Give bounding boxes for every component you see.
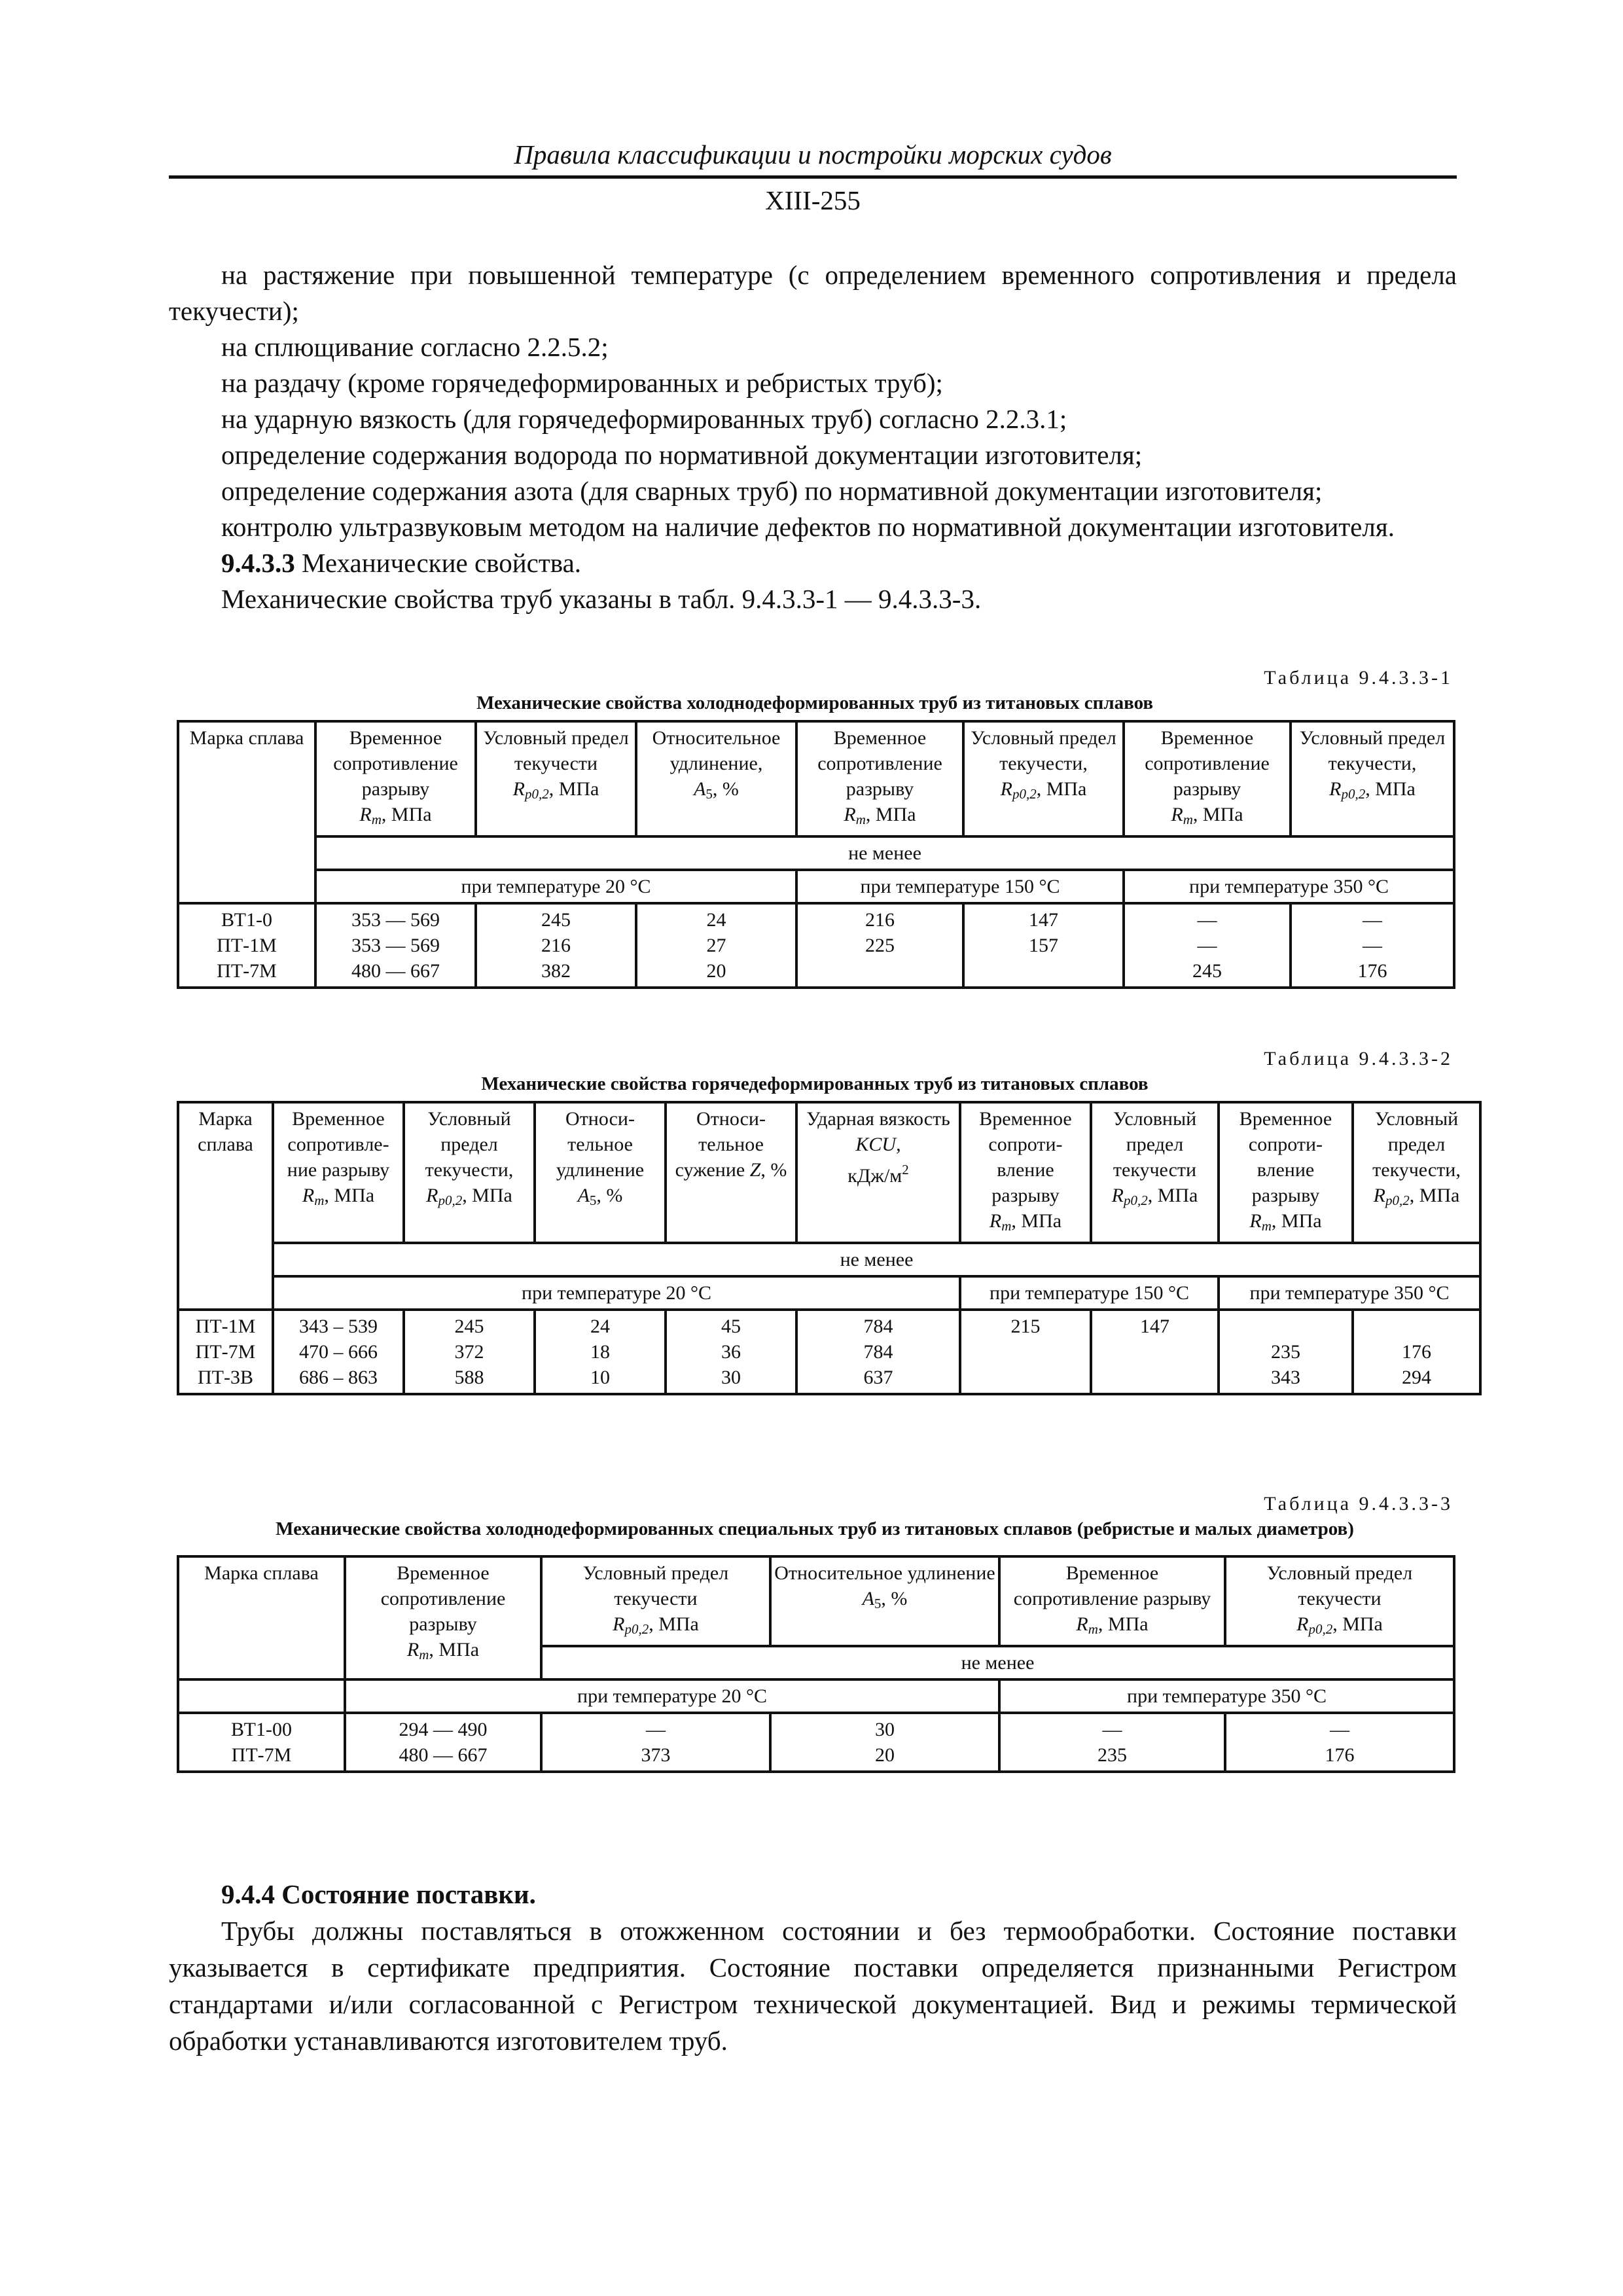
data-cell: 784 784 637 <box>796 1310 960 1394</box>
data-cell: — — 176 <box>1291 903 1454 988</box>
section-heading <box>169 545 1457 581</box>
header-cell: Относи-тельное удлинение $A_5$, % <box>535 1102 666 1243</box>
table-3-block <box>177 1492 1453 1773</box>
table-2-block <box>177 1047 1461 1395</box>
data-cell: 215 <box>960 1310 1091 1394</box>
table-data-row <box>178 1310 1480 1394</box>
header-cell: Условный предел текучести, $R_{p0,2}$, МПа <box>404 1102 535 1243</box>
data-cell: 294 — 490 480 — 667 <box>345 1713 541 1772</box>
header-cell: Марка сплава <box>178 721 315 903</box>
running-title: Правила классификации и постройки морских судов <box>514 139 1112 170</box>
header-cell: Временное сопротивление разрыву $R_m$, МПа <box>796 721 963 836</box>
table-1-block <box>177 666 1453 989</box>
paragraph: на сплющивание согласно 2.2.5.2; <box>221 332 609 362</box>
data-cell: 216 225 <box>796 903 963 988</box>
header-rule <box>169 175 1457 179</box>
grade-cell: ВТ1-00 ПТ-7М <box>178 1713 345 1772</box>
grade-cell: ВТ1-0 ПТ-1М ПТ-7М <box>178 903 315 988</box>
data-cell: 343 – 539 470 – 666 686 – 863 <box>273 1310 404 1394</box>
temperature-cell: при температуре 20 °С <box>315 870 796 903</box>
body-text <box>169 257 1457 617</box>
not-less-cell: не менее <box>273 1243 1480 1276</box>
table-header-row <box>178 1679 1454 1713</box>
data-cell: 235 343 <box>1219 1310 1353 1394</box>
data-cell: 30 20 <box>770 1713 999 1772</box>
temperature-cell: при температуре 20 °С <box>273 1276 960 1310</box>
table-header-row <box>178 1243 1480 1276</box>
data-cell: 245 372 588 <box>404 1310 535 1394</box>
table-title: Механические свойства холоднодеформированных труб из титановых сплавов <box>476 692 1154 713</box>
header-cell: Условный предел текучести, $R_{p0,2}$, МПа <box>1353 1102 1480 1243</box>
data-cell: 147 <box>1091 1310 1219 1394</box>
data-cell: 147 157 <box>963 903 1124 988</box>
not-less-cell: не менее <box>541 1646 1454 1679</box>
header-cell: Условный предел текучести $R_{p0,2}$, МПа <box>476 721 636 836</box>
table-3 <box>177 1555 1455 1773</box>
data-cell: — 373 <box>541 1713 770 1772</box>
table-header-row <box>178 1102 1480 1243</box>
temperature-cell: при температуре 350 °С <box>1124 870 1454 903</box>
section-9-4-4 <box>169 1876 1457 2059</box>
section-title: Механические свойства. <box>302 548 582 578</box>
data-cell: 24 27 20 <box>636 903 796 988</box>
data-cell: — 176 <box>1225 1713 1454 1772</box>
header-cell: Относи-тельное сужение Z, % <box>666 1102 796 1243</box>
header-cell: Относительное удлинение $A_5$, % <box>770 1556 999 1646</box>
header-cell: Временное сопротивление разрыву $R_m$, МПа <box>1124 721 1291 836</box>
not-less-cell: не менее <box>315 836 1454 870</box>
header-cell: Условный предел текучести $R_{p0,2}$, МПа <box>541 1556 770 1646</box>
header-cell: Временное сопроти-вление разрыву $R_m$, МПа <box>1219 1102 1353 1243</box>
grade-cell: ПТ-1М ПТ-7М ПТ-3В <box>178 1310 273 1394</box>
header-cell: Условный предел текучести, $R_{p0,2}$, МПа <box>1291 721 1454 836</box>
data-cell: 245 216 382 <box>476 903 636 988</box>
header-cell: Ударная вязкость KCU, кДж/$м^2$ <box>796 1102 960 1243</box>
header-cell: Марка сплава <box>178 1102 273 1310</box>
table-title: Механические свойства горячедеформированных труб из титановых сплавов <box>481 1073 1149 1094</box>
header-cell: Временное сопроти-вление разрыву $R_m$, МПа <box>960 1102 1091 1243</box>
table-header-row <box>178 721 1454 836</box>
header-cell: Временное сопротивление разрыву $R_m$, МПа <box>345 1556 541 1679</box>
temperature-cell: при температуре 150 °С <box>960 1276 1219 1310</box>
table-1 <box>177 720 1455 989</box>
table-data-row <box>178 903 1454 988</box>
data-cell: — 235 <box>999 1713 1225 1772</box>
table-header-row <box>178 836 1454 870</box>
table-label: Таблица 9.4.3.3-3 <box>1264 1493 1453 1515</box>
table-label: Таблица 9.4.3.3-1 <box>1264 667 1453 689</box>
paragraph: Механические свойства труб указаны в табл. 9.4.3.3-1 — 9.4.3.3-3. <box>221 584 982 614</box>
table-title: Механические свойства холоднодеформированных специальных труб из титановых сплавов (ребристые и малых диаметров) <box>276 1518 1354 1539</box>
data-cell: 45 36 30 <box>666 1310 796 1394</box>
table-header-row <box>178 1276 1480 1310</box>
table-label: Таблица 9.4.3.3-2 <box>1264 1048 1453 1069</box>
data-cell: 24 18 10 <box>535 1310 666 1394</box>
header-cell: Временное сопротивление разрыву $R_m$, МПа <box>315 721 476 836</box>
paragraph: на ударную вязкость (для горячедеформированных труб) согласно 2.2.3.1; <box>221 404 1067 434</box>
header-cell: Условный предел текучести $R_{p0,2}$, МПа <box>1225 1556 1454 1646</box>
temperature-cell: при температуре 350 °С <box>999 1679 1454 1713</box>
section-number: 9.4.3.3 <box>221 548 295 578</box>
header-cell: Условный предел текучести, $R_{p0,2}$, МПа <box>963 721 1124 836</box>
header-cell: Временное сопротивле-ние разрыву $R_m$, МПа <box>273 1102 404 1243</box>
table-header-row <box>178 870 1454 903</box>
paragraph: на растяжение при повышенной температуре (с определением временного сопротивления и предела текучести); <box>169 260 1457 326</box>
header-cell: Условный предел текучести $R_{p0,2}$, МПа <box>1091 1102 1219 1243</box>
paragraph: определение содержания азота (для сварных труб) по нормативной документации изготовителя; <box>221 476 1323 506</box>
empty-cell <box>178 1679 345 1713</box>
table-2 <box>177 1101 1482 1395</box>
data-cell: — — 245 <box>1124 903 1291 988</box>
paragraph: контролю ультразвуковым методом на наличие дефектов по нормативной документации изготовителя. <box>221 512 1395 542</box>
table-data-row <box>178 1713 1454 1772</box>
temperature-cell: при температуре 350 °С <box>1219 1276 1480 1310</box>
paragraph: на раздачу (кроме горячедеформированных и ребристых труб); <box>221 368 943 398</box>
data-cell: 353 — 569 353 — 569 480 — 667 <box>315 903 476 988</box>
header-cell: Марка сплава <box>178 1556 345 1679</box>
temperature-cell: при температуре 150 °С <box>796 870 1124 903</box>
data-cell: 176 294 <box>1353 1310 1480 1394</box>
paragraph: Трубы должны поставляться в отожженном состоянии и без термообработки. Состояние поставки указывается в сертификате предприятия. Состояние поставки определяется признанными Регистром стандартами и/или согласованной с Регистром технической документацией. Вид и режимы термической обработки устанавливаются изготовителем труб. <box>169 1916 1457 2056</box>
paragraph: определение содержания водорода по нормативной документации изготовителя; <box>221 440 1143 470</box>
header-cell: Относительное удлинение, $A_5$, % <box>636 721 796 836</box>
section-heading: 9.4.4 Состояние поставки. <box>221 1879 536 1909</box>
temperature-cell: при температуре 20 °С <box>345 1679 999 1713</box>
header-cell: Временное сопротивление разрыву $R_m$, МПа <box>999 1556 1225 1646</box>
table-header-row <box>178 1556 1454 1646</box>
page-number: XIII-255 <box>765 185 861 215</box>
